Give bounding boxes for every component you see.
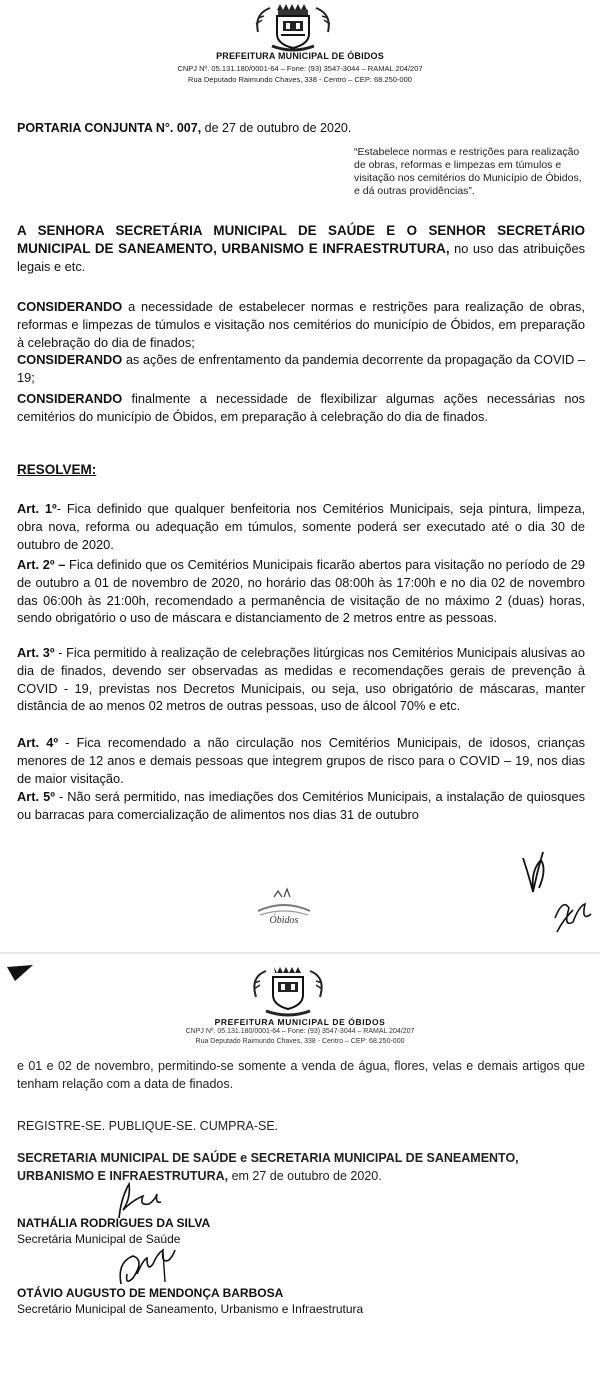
corner-arrow-icon xyxy=(5,963,35,983)
article-text: - Fica permitido à realização de celebrações litúrgicas nos Cemitérios Municipais alusivas ao dia de finados, devendo ser observadas as medidas e recomendações gerais de prevenção à COVID - 19, previstas nos Decretos Municipais, ou seja, uso obrigatório de máscaras, manter distância de ao menos 02 metros de outras pessoas, uso de álcool 70% e etc. xyxy=(17,645,586,714)
considerando-1 xyxy=(17,298,585,351)
contact-line: CNPJ Nº. 05.131.180/0001-64 – Fone: (93) 3547-3044 – RAMAL 204/207 xyxy=(177,64,423,73)
institution-name: PREFEITURA MUNICIPAL DE ÓBIDOS xyxy=(216,51,384,61)
address-line: Rua Deputado Raimundo Chaves, 338 - Centro – CEP: 68.250-000 xyxy=(195,1038,405,1045)
coat-of-arms-icon xyxy=(248,965,328,1017)
signatory-role: Secretário Municipal de Saneamento, Urbanismo e Infraestrutura xyxy=(17,1302,364,1316)
address-line: Rua Deputado Raimundo Chaves, 338 - Centro – CEP: 68.250-000 xyxy=(188,75,412,84)
considerando-keyword: CONSIDERANDO xyxy=(17,391,123,406)
signatory-role: Secretária Municipal de Saúde xyxy=(17,1232,181,1246)
considerando-keyword: CONSIDERANDO xyxy=(17,299,123,314)
institution-name: PREFEITURA MUNICIPAL DE ÓBIDOS xyxy=(214,1017,386,1027)
article-label: Art. 2º – xyxy=(17,557,66,572)
article-text: - Fica recomendado a não circulação nos Cemitérios Municipais, de idosos, crianças menores de 12 anos e demais pessoas que integrem grupos de risco para o COVID – 19, nos dias de maior visitação. xyxy=(17,735,585,786)
portaria-label: PORTARIA CONJUNTA N°. 007, xyxy=(17,121,202,135)
article-5 xyxy=(17,788,585,824)
signatory-name: NATHÁLIA RODRIGUES DA SILVA xyxy=(17,1216,211,1230)
article-text: Fica definido que os Cemitérios Municipais ficarão abertos para visitação no período de 29 de outubro a 01 de novembro de 2020, no horário das 08:00h às 17:00h e no dia 02 de novembro das 06:00h às 21:00h, recomendado a permanência de visitação de no máximo 2 (duas) horas, sendo obrigatório o uso de máscara e distanciamento de 2 metros entre as pessoas. xyxy=(17,557,585,626)
resolvem-heading: RESOLVEM: xyxy=(17,462,97,477)
article-label: Art. 4º xyxy=(17,735,58,750)
intro-paragraph xyxy=(17,222,585,275)
closing-paragraph xyxy=(17,1150,585,1185)
considerando-text: a necessidade de estabelecer normas e restrições para realização de obras, reformas e limpezas de túmulos e visitação nos cemitérios do município de Óbidos, em preparação à celebração do dia de finados; xyxy=(17,299,585,350)
article-text: - Não será permitido, nas imediações dos Cemitérios Municipais, a instalação de quiosques ou barracas para comercialização de alimentos nos dias 31 de outubro xyxy=(17,789,586,822)
considerando-text: finalmente a necessidade de flexibilizar algumas ações necessárias nos cemitérios do município de Óbidos, em preparação à celebração do dia de finados. xyxy=(17,391,585,424)
article-label: Art. 5º xyxy=(17,789,55,804)
continuation-paragraph: e 01 e 02 de novembro, permitindo-se somente a venda de água, flores, velas e demais artigos que tenham relação com a data de finados. xyxy=(17,1059,585,1091)
article-4 xyxy=(17,734,585,787)
article-1 xyxy=(17,500,585,553)
intro-authorities: A SENHORA SECRETÁRIA MUNICIPAL DE SAÚDE E O SENHOR SECRETÁRIO MUNICIPAL DE SANEAMENTO, URBANISMO E INFRAESTRUTURA, xyxy=(17,223,585,256)
handwritten-initials-icon xyxy=(515,840,595,940)
considerando-keyword: CONSIDERANDO xyxy=(17,352,123,367)
closing-rest: em 27 de outubro de 2020. xyxy=(228,1168,382,1183)
portaria-date: de 27 de outubro de 2020. xyxy=(201,121,352,135)
ementa: “Estabelece normas e restrições para realização de obras, reformas e limpezas em túmulos e visitação nos cemitérios do Município de Óbidos, e dá outras providências”. xyxy=(354,146,582,197)
considerando-3 xyxy=(17,390,585,426)
portaria-heading xyxy=(17,121,351,135)
intro-rest: no uso das atribuições legais e etc. xyxy=(17,240,585,274)
considerando-text: as ações de enfrentamento da pandemia decorrente da propagação da COVID – 19; xyxy=(17,352,585,385)
signatory-name: OTÁVIO AUGUSTO DE MENDONÇA BARBOSA xyxy=(17,1286,284,1300)
contact-line: CNPJ Nº. 05.131.180/0001-64 – Fone: (93) 3547-3044 – RAMAL 204/207 xyxy=(185,1028,415,1035)
article-3 xyxy=(17,644,585,715)
coat-of-arms-icon xyxy=(250,2,336,52)
considerando-2 xyxy=(17,351,585,387)
footer-logo-text: Óbidos xyxy=(269,915,299,925)
article-2 xyxy=(17,556,585,627)
registre-line: REGISTRE-SE. PUBLIQUE-SE. CUMPRA-SE. xyxy=(17,1119,279,1133)
article-label: Art. 3º xyxy=(17,645,55,660)
page-break xyxy=(0,952,600,954)
closing-bold: SECRETARIA MUNICIPAL DE SAÚDE e SECRETARIA MUNICIPAL DE SANEAMENTO, URBANISMO E INFRAESTRUTURA, xyxy=(17,1151,519,1183)
article-text: - Fica definido que qualquer benfeitoria nos Cemitérios Municipais, seja pintura, limpeza, obra nova, reforma ou adequação em túmulos, somente poderá ser executado até o dia 30 de outubro de 2020. xyxy=(17,501,585,552)
article-label: Art. 1º xyxy=(17,501,57,516)
obidos-footer-logo xyxy=(254,885,314,925)
